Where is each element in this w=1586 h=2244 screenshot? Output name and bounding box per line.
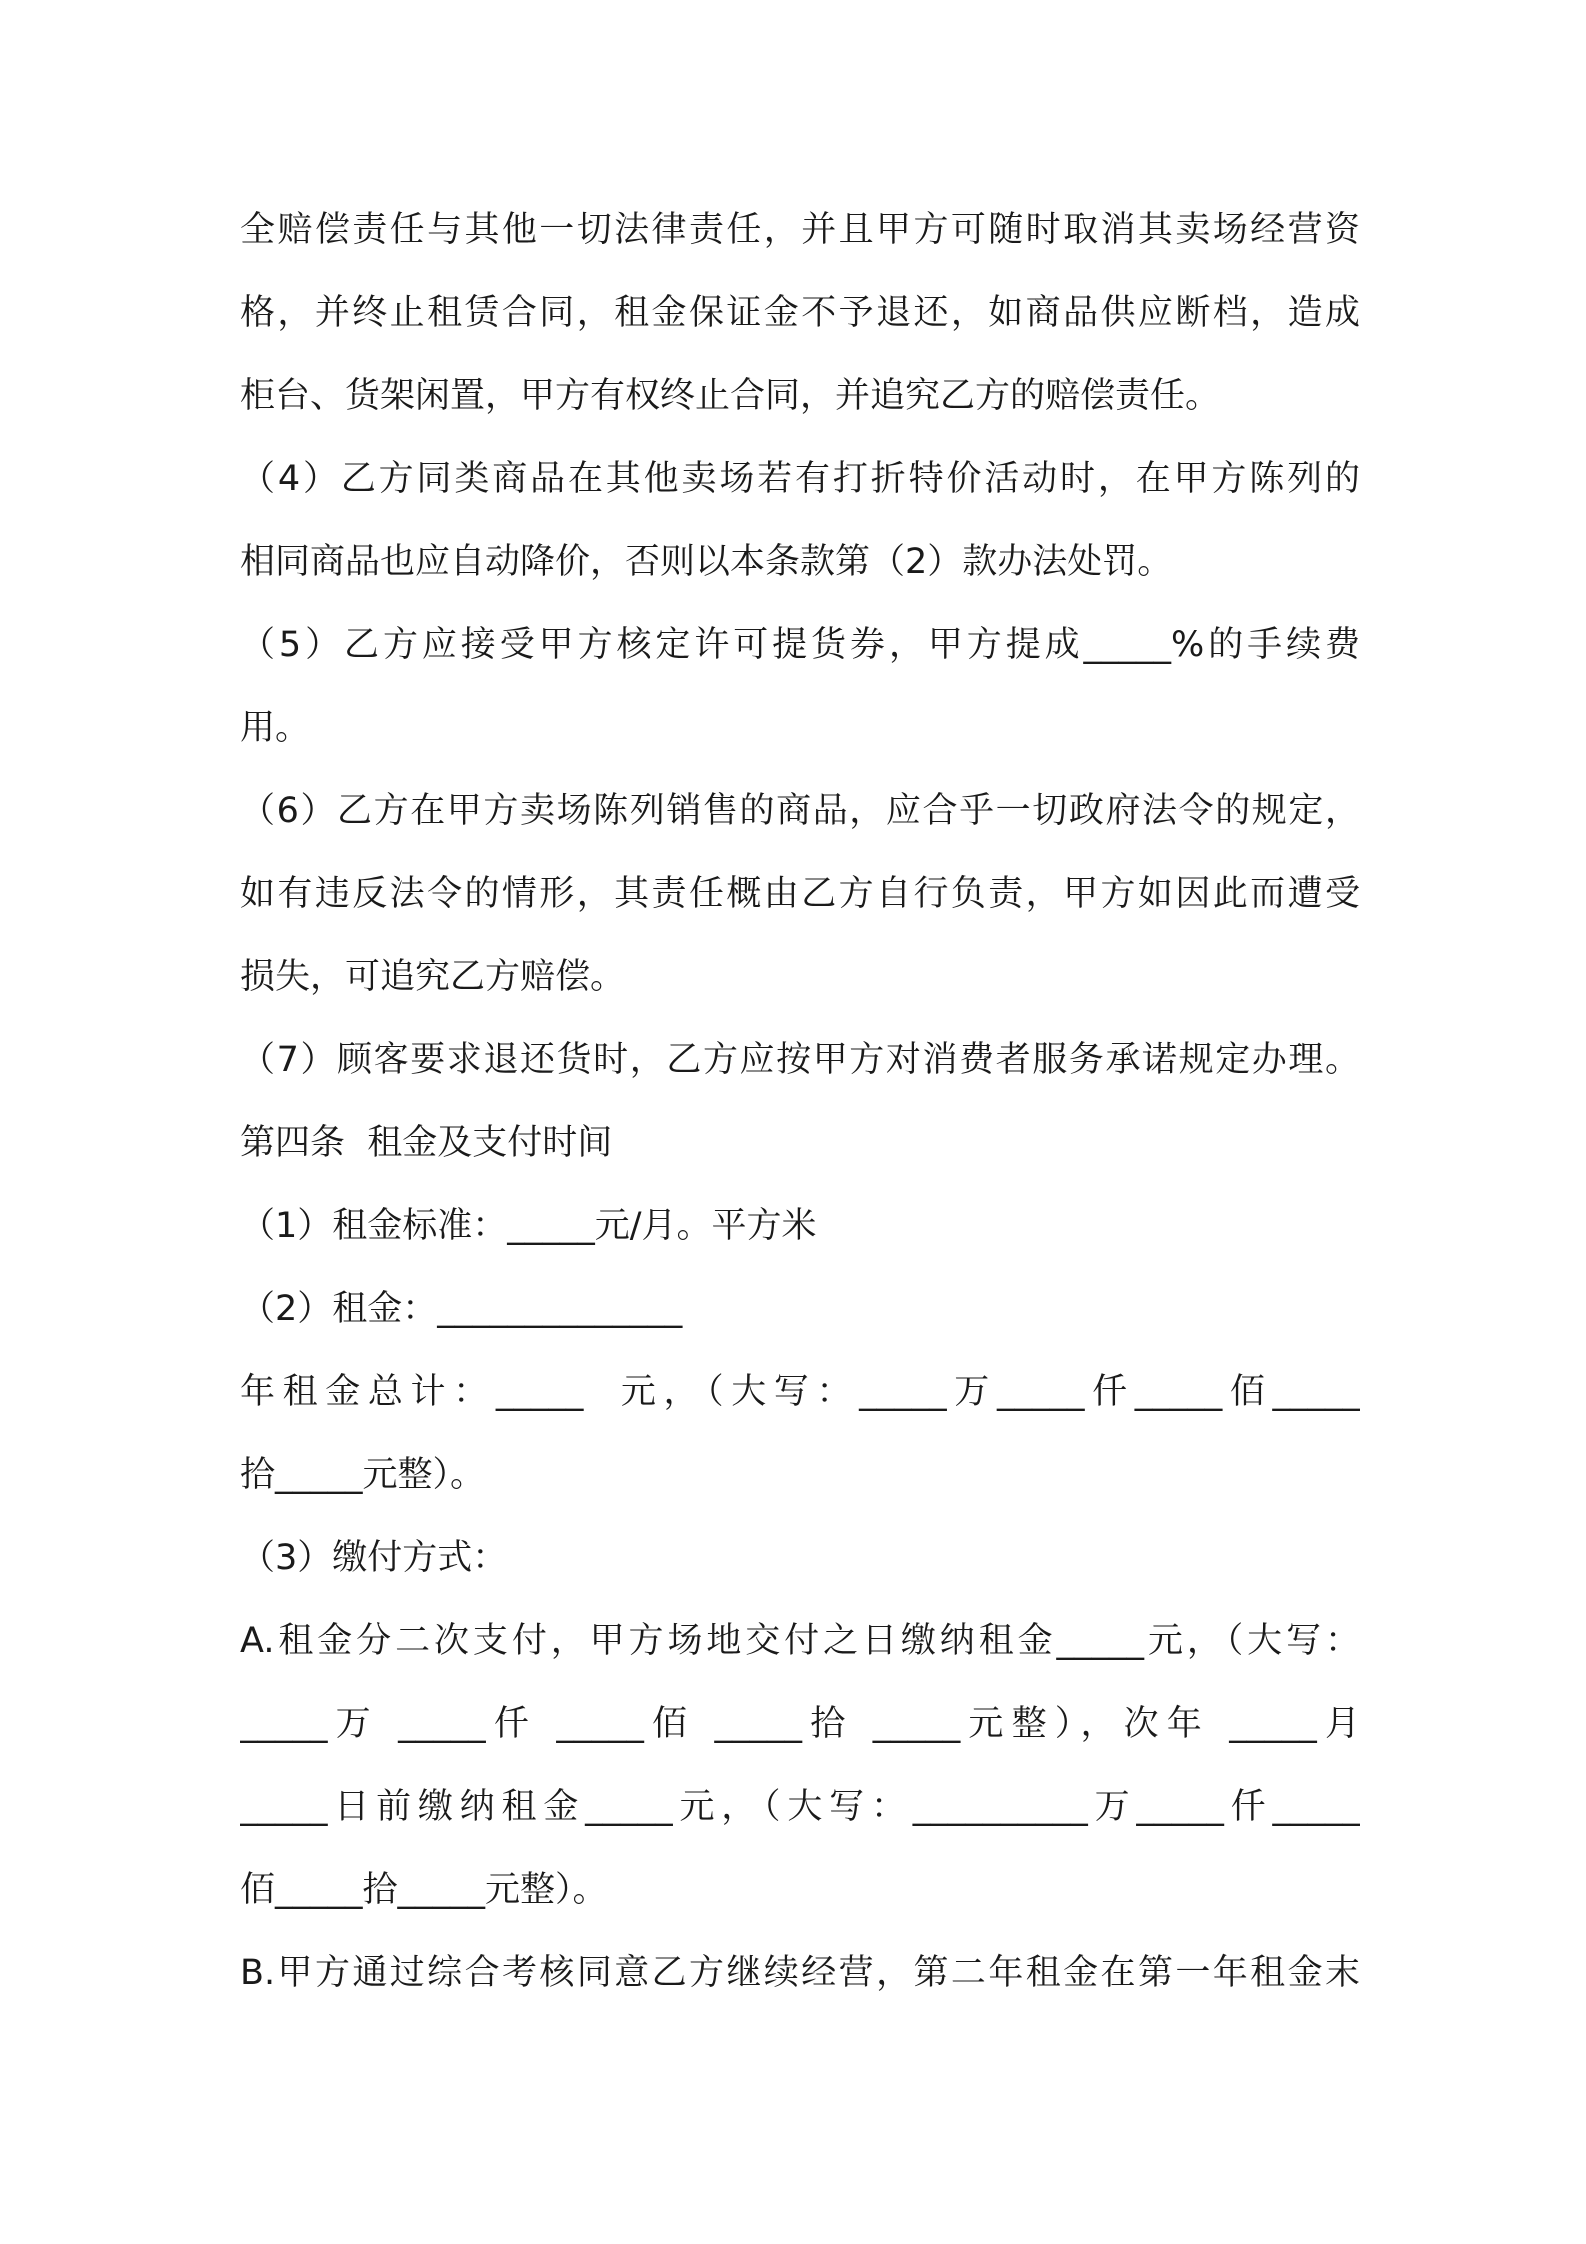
paragraph-line: 格，并终止租赁合同，租金保证金不予退还，如商品供应断档，造成 [240,293,1360,333]
section-heading: 第四条 租金及支付时间 [240,1123,613,1163]
paragraph-line: 相同商品也应自动降价，否则以本条款第（2）款办法处罚。 [240,542,1173,582]
paragraph-line: 拾_____元整）。 [240,1455,486,1495]
paragraph-line: （1）租金标准：_____元/月。平方米 [240,1206,817,1246]
paragraph-line: 柜台、货架闲置，甲方有权终止合同，并追究乙方的赔偿责任。 [240,376,1221,416]
paragraph-line: A.租金分二次支付，甲方场地交付之日缴纳租金_____元，（大写： [240,1621,1360,1661]
paragraph-line: （2）租金：______________ [240,1289,683,1329]
paragraph-line: B.甲方通过综合考核同意乙方继续经营，第二年租金在第一年租金末 [240,1953,1360,1993]
paragraph-line: （5）乙方应接受甲方核定许可提货券，甲方提成_____%的手续费 [240,625,1360,665]
paragraph-line: 全赔偿责任与其他一切法律责任，并且甲方可随时取消其卖场经营资 [240,210,1360,250]
paragraph-line: （6）乙方在甲方卖场陈列销售的商品，应合乎一切政府法令的规定， [240,791,1360,831]
paragraph-line: 年租金总计：_____ 元，（大写：_____万_____仟_____佰_____ [240,1372,1360,1412]
paragraph-line: （3）缴付方式： [240,1538,508,1578]
paragraph-line: （4）乙方同类商品在其他卖场若有打折特价活动时，在甲方陈列的 [240,459,1360,499]
paragraph-line: 佰_____拾_____元整）。 [240,1870,608,1910]
paragraph-line: 如有违反法令的情形，其责任概由乙方自行负责，甲方如因此而遭受 [240,874,1360,914]
paragraph-line: 损失，可追究乙方赔偿。 [240,957,626,997]
paragraph-line: _____万 _____仟 _____佰 _____拾 _____元整），次年 _____月 [240,1704,1360,1744]
paragraph-line: 用。 [240,708,311,748]
paragraph-line: （7）顾客要求退还货时，乙方应按甲方对消费者服务承诺规定办理。 [240,1040,1360,1080]
paragraph-line: _____日前缴纳租金_____元，（大写：__________万_____仟_____ [240,1787,1360,1827]
